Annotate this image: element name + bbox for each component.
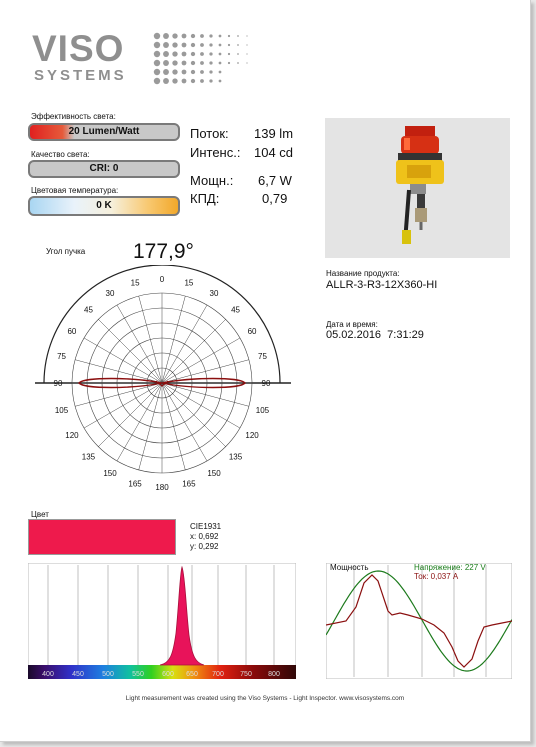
polar-angle-label: 120 <box>65 431 79 440</box>
metric-efficiency-name: КПД: <box>190 191 220 206</box>
logo-dot <box>237 53 239 55</box>
color-swatch <box>28 519 176 555</box>
logo-dot-grid <box>152 30 262 86</box>
logo-dot <box>200 61 204 65</box>
power-label: Мощность <box>330 563 369 572</box>
quality-bar <box>28 160 180 178</box>
logo-dot <box>182 61 187 66</box>
polar-spoke <box>162 305 207 383</box>
polar-angle-label: 105 <box>255 405 270 415</box>
spectrum-frame <box>28 563 296 679</box>
logo-dot <box>163 42 169 48</box>
polar-angle-label: 30 <box>105 288 115 298</box>
polar-spoke <box>162 383 226 447</box>
logo-dot <box>237 35 239 37</box>
metric-flux-value: 139 lm <box>254 126 294 141</box>
polar-spoke <box>162 338 240 383</box>
logo-dot <box>191 79 195 83</box>
polar-angle-label: 0 <box>159 275 165 284</box>
logo-dot <box>154 60 160 66</box>
logo-dot <box>163 78 169 84</box>
logo-dot <box>209 61 212 64</box>
polar-angle-label: 150 <box>103 469 117 479</box>
polar-angle-label: 60 <box>247 327 257 336</box>
metric-power-name: Мощн.: <box>190 173 234 188</box>
spectrum-tick-label: 650 <box>186 671 198 678</box>
logo-dot <box>191 52 195 56</box>
logo-dot <box>246 53 247 54</box>
polar-angle-label: 15 <box>184 278 194 288</box>
cie-label: CIE1931 <box>190 522 222 531</box>
polar-angle-label: 165 <box>182 479 196 489</box>
spectrum-tick-label: 700 <box>212 671 224 678</box>
quality-label: Качество света: <box>31 150 90 159</box>
logo-dot <box>200 70 204 74</box>
polar-angle-label: 30 <box>209 288 219 298</box>
logo-dot <box>154 51 160 57</box>
spectrum-tick-label: 800 <box>268 671 280 678</box>
logo-dot <box>163 69 169 75</box>
polar-angle-label: 75 <box>258 352 267 362</box>
logo-dot <box>191 70 195 74</box>
cct-bar <box>28 196 180 216</box>
polar-angle-label: 165 <box>128 479 142 489</box>
spectrum-tick-label: 400 <box>42 671 54 678</box>
viso-logo <box>30 30 250 86</box>
logo-dot <box>219 62 222 65</box>
power-current: Ток: 0,037 A <box>414 572 459 581</box>
beam-label: Угол пучка <box>46 247 86 256</box>
logo-dot <box>182 52 187 57</box>
logo-dot <box>172 33 177 38</box>
polar-diagram <box>33 265 293 495</box>
spectrum-tick-label: 500 <box>102 671 114 678</box>
spectrum-tick-label: 550 <box>132 671 144 678</box>
logo-dot <box>219 80 222 83</box>
logo-dot <box>154 78 160 84</box>
power-voltage: Напряжение: 227 V <box>414 563 486 572</box>
logo-dot <box>219 53 222 56</box>
logo-dot <box>191 43 195 47</box>
logo-dot <box>246 44 247 45</box>
logo-dot <box>200 52 204 56</box>
logo-dot <box>209 52 212 55</box>
logo-dot <box>154 42 160 48</box>
metric-intensity-name: Интенс.: <box>190 145 241 160</box>
lamp-illustration <box>325 118 510 258</box>
datetime-label: Дата и время: <box>326 320 378 329</box>
logo-dot <box>163 51 169 57</box>
cct-label: Цветовая температура: <box>31 186 119 195</box>
logo-dot <box>209 43 212 46</box>
logo-dot <box>172 51 177 56</box>
logo-dot <box>219 35 222 38</box>
logo-dot <box>228 53 230 55</box>
logo-dot <box>163 33 169 39</box>
logo-dot <box>200 79 204 83</box>
polar-angle-label: 60 <box>67 327 77 336</box>
logo-text-systems: SYSTEMS <box>34 67 127 84</box>
cie-x: x: 0,692 <box>190 532 219 541</box>
polar-angle-label: 135 <box>81 452 96 462</box>
logo-dot <box>191 61 195 65</box>
logo-dot <box>172 60 177 65</box>
polar-angle-label: 180 <box>155 483 169 492</box>
logo-text-viso: VISO <box>32 28 125 69</box>
metric-intensity-value: 104 cd <box>254 145 294 160</box>
polar-angle-label: 15 <box>130 278 140 288</box>
polar-spoke <box>117 305 162 383</box>
logo-dot <box>228 62 230 64</box>
polar-spoke <box>162 319 226 383</box>
spectrum-tick-label: 750 <box>240 671 252 678</box>
logo-dot <box>172 69 177 74</box>
polar-spoke <box>162 383 240 428</box>
logo-dot <box>163 60 169 66</box>
logo-dot <box>237 62 239 64</box>
logo-dot <box>246 62 247 63</box>
polar-spoke <box>84 338 162 383</box>
logo-dot <box>172 78 177 83</box>
logo-dot <box>182 79 187 84</box>
polar-angle-label: 120 <box>245 431 259 440</box>
cie-y: y: 0,292 <box>190 542 219 551</box>
metric-efficiency-value: 0,79 <box>262 191 288 206</box>
polar-angle-label: 45 <box>84 305 93 315</box>
datetime-value: 05.02.2016 7:31:29 <box>326 329 424 341</box>
footer-note: Light measurement was created using the Viso Systems - Light Inspector. www.visosystems.com <box>125 695 405 702</box>
logo-dot <box>191 34 195 38</box>
logo-dot <box>219 44 222 47</box>
product-label: Название продукта: <box>326 269 400 278</box>
logo-dot <box>182 43 187 48</box>
logo-dot <box>219 71 222 74</box>
polar-angle-label: 105 <box>54 405 69 415</box>
cct-value: 0 K <box>96 200 112 211</box>
logo-dot <box>209 70 212 73</box>
polar-angle-label: 75 <box>57 352 66 362</box>
polar-angle-label: 90 <box>261 379 271 388</box>
polar-spoke <box>117 383 162 461</box>
polar-angle-label: 90 <box>53 379 63 388</box>
metric-flux-name: Поток: <box>190 126 229 141</box>
logo-dot <box>154 33 160 39</box>
logo-dot <box>228 44 230 46</box>
spectrum-tick-label: 600 <box>162 671 174 678</box>
efficiency-bar <box>28 123 180 141</box>
product-photo <box>325 118 510 258</box>
polar-spoke <box>84 383 162 428</box>
color-label: Цвет <box>31 510 49 519</box>
efficiency-label: Эффективность света: <box>31 112 116 121</box>
metric-power-value: 6,7 W <box>258 173 292 188</box>
logo-dot <box>172 42 177 47</box>
polar-angle-label: 150 <box>207 469 221 479</box>
product-name: ALLR-3-R3-12X360-HI <box>326 279 438 291</box>
logo-dot <box>200 34 204 38</box>
spectrum-chart <box>28 563 296 679</box>
polar-spoke <box>162 383 207 461</box>
polar-spoke <box>98 383 162 447</box>
logo-dot <box>154 69 160 75</box>
spectrum-tick-label: 450 <box>72 671 84 678</box>
beam-value: 177,9° <box>133 240 194 263</box>
polar-angle-label: 135 <box>228 452 243 462</box>
logo-dot <box>182 70 187 75</box>
logo-dot <box>209 34 212 37</box>
polar-spoke <box>98 319 162 383</box>
logo-dot <box>200 43 204 47</box>
efficiency-value: 20 Lumen/Watt <box>68 126 140 137</box>
logo-dot <box>228 35 230 37</box>
logo-dot <box>237 44 239 46</box>
quality-value: CRI: 0 <box>89 163 119 174</box>
logo-dot <box>209 79 212 82</box>
polar-angle-label: 45 <box>231 305 240 315</box>
logo-dot <box>246 35 247 36</box>
logo-dot <box>182 34 187 39</box>
